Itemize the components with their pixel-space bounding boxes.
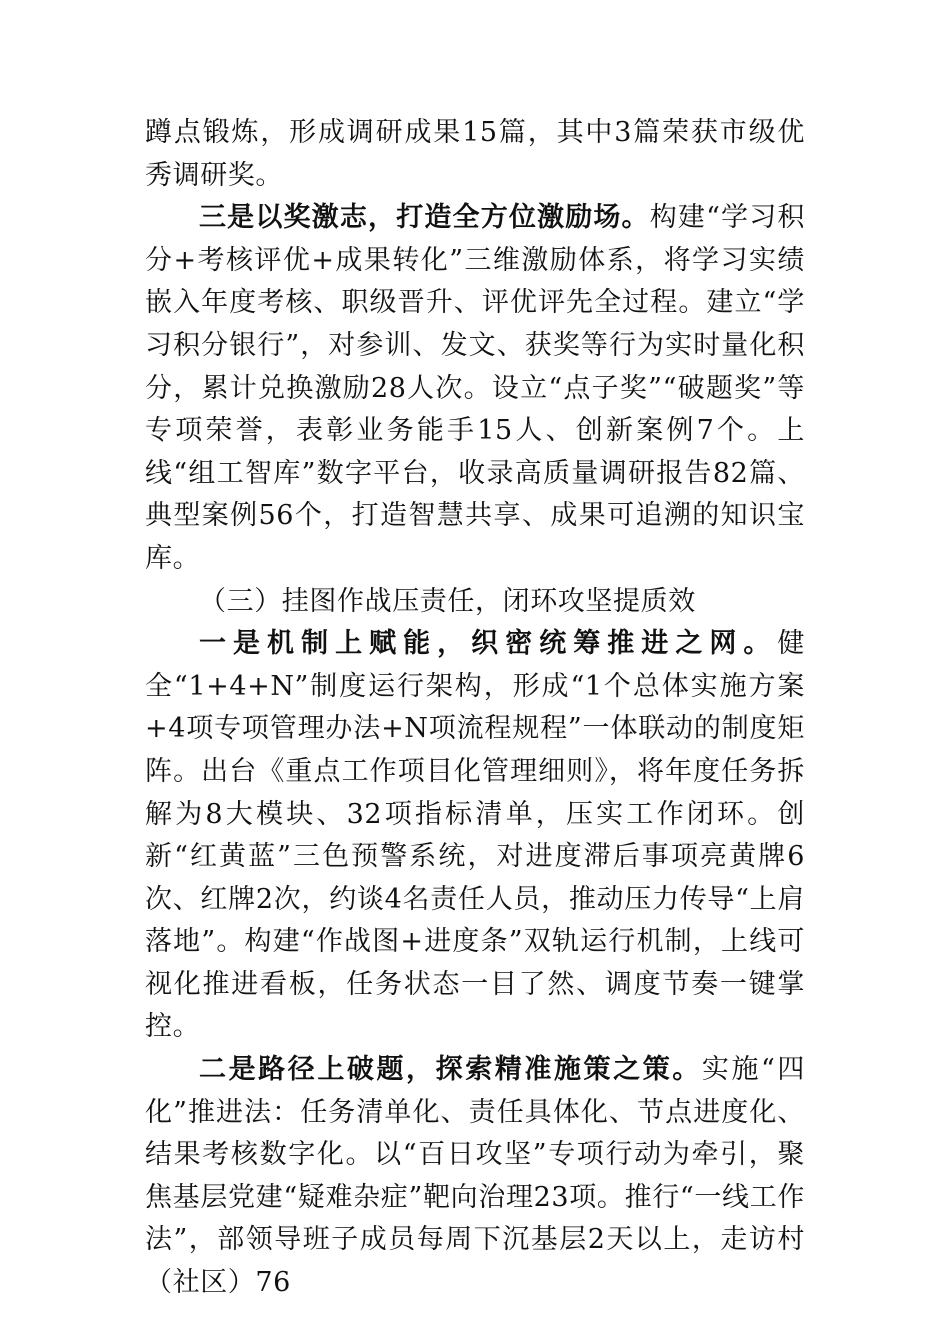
section-heading bbox=[145, 581, 805, 624]
paragraph-lead: 三是以奖激志，打造全方位激励场。 bbox=[199, 202, 650, 234]
paragraph-mechanism bbox=[145, 623, 805, 1049]
paragraph-incentive bbox=[145, 197, 805, 580]
paragraph-text: 实施“四化”推进法：任务清单化、责任具体化、节点进度化、结果考核数字化。以“百日攻坚”专项行动为牵引，聚焦基层党建“疑难杂症”靶向治理23项。推行“一线工作法”，部领导班子成员每周下沉基层2天以上，走访村（社区）76 bbox=[145, 1054, 806, 1299]
section-heading-text: （三）挂图作战压责任，闭环攻坚提质效 bbox=[199, 585, 696, 617]
paragraph-text: 构建“学习积分+考核评优+成果转化”三维激励体系，将学习实绩嵌入年度考核、职级晋升、评优评先全过程。建立“学习积分银行”，对参训、发文、获奖等行为实时量化积分，累计兑换激励28人次。设立“点子奖”“破题奖”等专项荣誉，表彰业务能手15人、创新案例7个。上线“组工智库”数字平台，收录高质量调研报告82篇、典型案例56个，打造智慧共享、成果可追溯的知识宝库。 bbox=[145, 202, 805, 574]
document-body bbox=[145, 112, 805, 1305]
paragraph-lead: 一是机制上赋能，织密统筹推进之网。 bbox=[199, 628, 778, 660]
paragraph-lead: 二是路径上破题，探索精准施策之策。 bbox=[199, 1054, 702, 1086]
paragraph-text: 健全“1+4+N”制度运行架构，形成“1个总体实施方案+4项专项管理办法+N项流程规程”一体联动的制度矩阵。出台《重点工作项目化管理细则》，将年度任务拆解为8大模块、32项指标清单，压实工作闭环。创新“红黄蓝”三色预警系统，对进度滞后事项亮黄牌6次、红牌2次，约谈4名责任人员，推动压力传导“上肩落地”。构建“作战图+进度条”双轨运行机制，上线可视化推进看板，任务状态一目了然、调度节奏一键掌控。 bbox=[145, 628, 805, 1043]
paragraph-continuation bbox=[145, 112, 805, 197]
paragraph-path bbox=[145, 1049, 805, 1305]
paragraph-text: 蹲点锻炼，形成调研成果15篇，其中3篇荣获市级优秀调研奖。 bbox=[145, 117, 805, 191]
